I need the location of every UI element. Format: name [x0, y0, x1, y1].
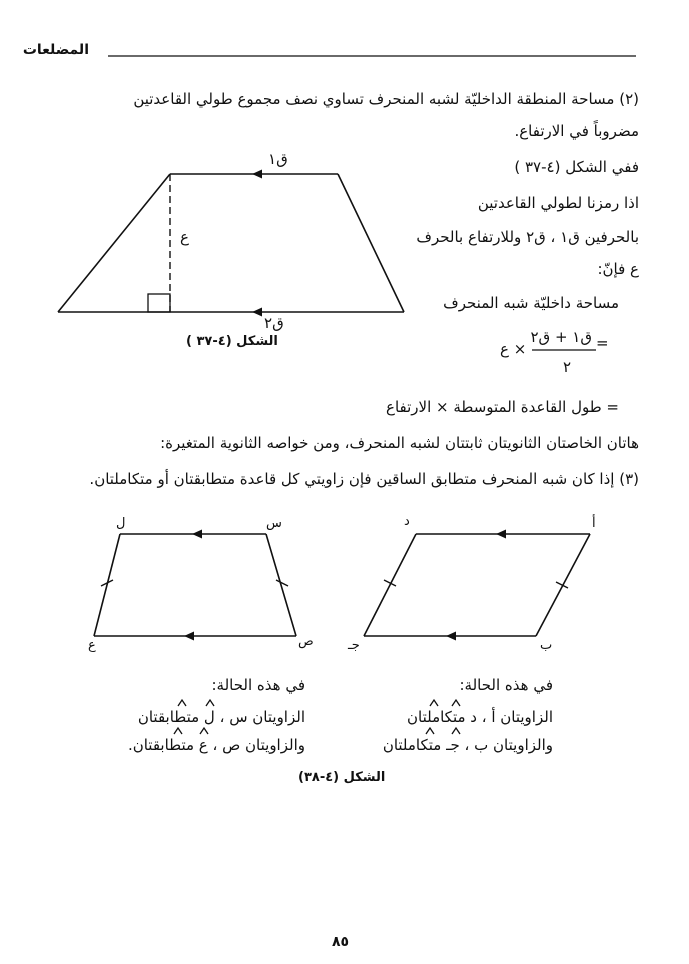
vertex-d: د [404, 514, 410, 529]
formula-denominator: ٢ [562, 358, 572, 376]
para2-line4: اذا رمزنا لطولي القاعدتين [477, 194, 639, 212]
right-leg [338, 174, 404, 312]
figure-38-shapes [0, 490, 689, 670]
left-case-line1: الزاويتان س ، ل متطابقتان [137, 708, 305, 726]
angle-hat-marks [0, 690, 689, 750]
formula-times-height: × ع [500, 340, 527, 358]
figure-37-caption: الشكل (٤-٣٧ ) [186, 334, 278, 349]
vertex-l: ل [116, 516, 126, 531]
left-case-line2: والزاويتان ص ، ع متطابقتان. [127, 736, 305, 754]
right-top-arrow-icon [496, 530, 506, 539]
formula-equals: = [596, 334, 609, 352]
para2-line8: = طول القاعدة المتوسطة × الارتفاع [386, 398, 619, 416]
arrowheads [252, 170, 262, 317]
label-q2: ق٢ [264, 314, 284, 332]
page-number: ٨٥ [332, 934, 350, 950]
right-angle-mark [148, 294, 170, 312]
right-case-title: في هذه الحالة: [459, 676, 553, 694]
para2-line6: ع فإنّ: [597, 260, 639, 278]
left-leg [58, 174, 170, 312]
left-case-title: في هذه الحالة: [211, 676, 305, 694]
vertex-j: جـ [348, 638, 360, 653]
para2-line5: بالحرفين ق١ ، ق٢ وللارتفاع بالحرف [416, 228, 639, 246]
figure-37-trapezoid [0, 0, 689, 400]
vertex-s: س [266, 516, 282, 531]
para2-line3: ففي الشكل (٤-٣٧ ) [514, 158, 639, 176]
para2-line9: هاتان الخاصتان الثانويتان ثابتتان لشبه المنحرف، ومن خواصه الثانوية المتغيرة: [160, 434, 639, 452]
left-bottom-arrow-icon [184, 632, 194, 641]
para2-line7: مساحة داخليّة شبه المنحرف [443, 294, 619, 312]
chapter-title: المضلعات [22, 42, 89, 58]
vertex-b: ب [540, 638, 553, 653]
formula-numerator: ق١ + ق٢ [530, 328, 592, 346]
right-shape [364, 534, 590, 636]
bottom-arrow-icon [252, 308, 262, 317]
left-shape [94, 534, 296, 636]
label-q1: ق١ [268, 150, 288, 168]
vertex-a: أ [592, 516, 596, 531]
figure-38-caption: الشكل (٤-٣٨) [298, 770, 386, 785]
top-arrow-icon [252, 170, 262, 179]
para2-line1: (٢) مساحة المنطقة الداخليّة لشبه المنحرف تساوي نصف مجموع طولي القاعدتين [133, 90, 639, 108]
para2-line2: مضروباً في الارتفاع. [514, 122, 639, 140]
left-top-arrow-icon [192, 530, 202, 539]
right-case-line2: والزاويتان ب ، جـ متكاملتان [382, 736, 553, 754]
vertex-sad: ص [298, 634, 314, 649]
label-height: ع [180, 228, 189, 246]
right-bottom-arrow-icon [446, 632, 456, 641]
right-case-line1: الزاويتان أ ، د متكاملتان [406, 708, 553, 726]
para3-line1: (٣) إذا كان شبه المنحرف متطابق الساقين فإن زاويتي كل قاعدة متطابقتان أو متكاملتان. [89, 470, 639, 488]
tick-right-leg [276, 580, 288, 586]
vertex-ain: ع [88, 638, 96, 653]
